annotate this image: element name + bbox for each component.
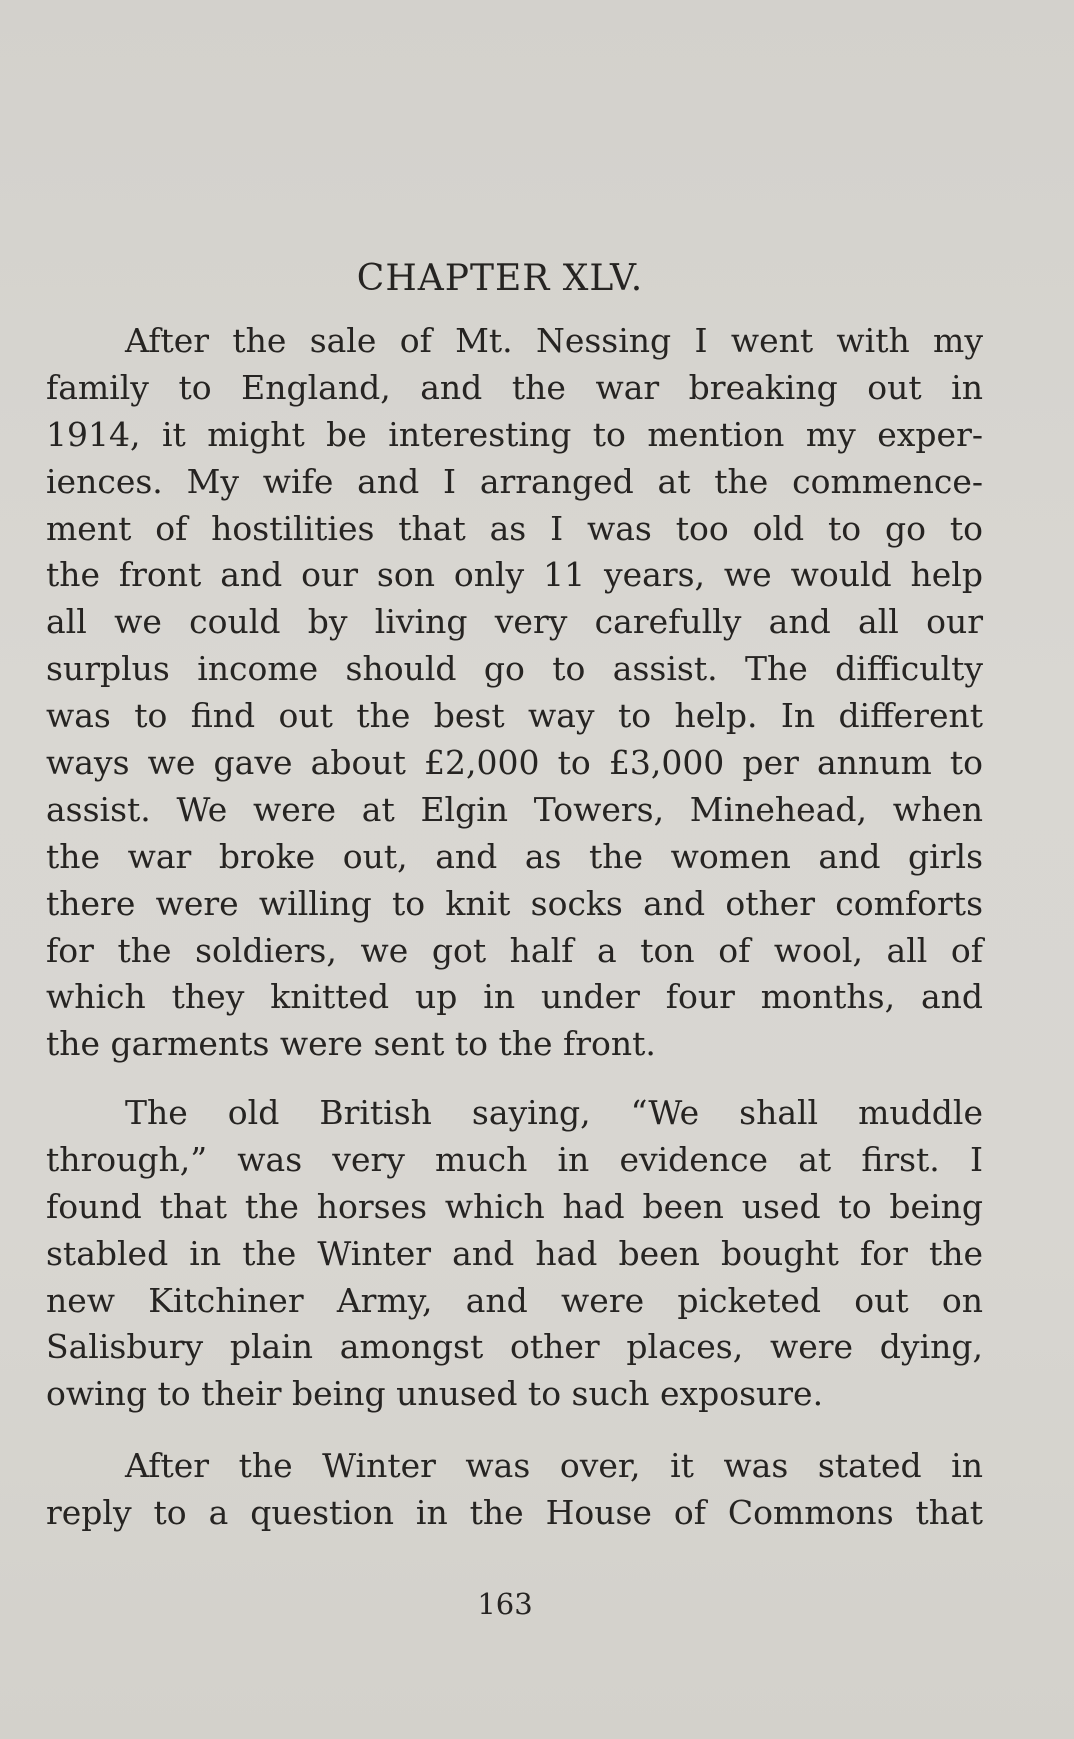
text-line: the garments were sent to the front. [46,1024,656,1064]
text-line: Salisbury plain amongst other places, were dying, [46,1327,983,1367]
text-line: which they knitted up in under four months, and [46,977,983,1017]
text-line: stabled in the Winter and had been bought for the [46,1233,983,1273]
paragraph-2 [46,1090,983,1418]
text-line: was to find out the best way to help. In different [46,696,983,736]
text-line: through,” was very much in evidence at first. I [46,1139,983,1179]
text-line: the front and our son only 11 years, we would help [46,555,983,595]
paragraph-3 [46,1443,983,1537]
text-line: iences. My wife and I arranged at the commence- [46,461,983,501]
text-line: reply to a question in the House of Commons that [46,1492,983,1532]
text-line: owing to their being unused to such exposure. [46,1374,824,1414]
text-line: The old British saying, “We shall muddle [125,1093,983,1132]
text-line: After the Winter was over, it was stated in [125,1446,983,1485]
text-line: new Kitchiner Army, and were picketed out on [46,1280,983,1320]
text-line: assist. We were at Elgin Towers, Minehead, when [46,789,983,829]
text-line: surplus income should go to assist. The difficulty [46,649,983,689]
text-line: the war broke out, and as the women and girls [46,836,983,876]
paragraph-1 [46,318,983,1068]
chapter-heading: CHAPTER XLV. [356,258,644,299]
text-line: all we could by living very carefully and all our [46,602,983,642]
text-line: for the soldiers, we got half a ton of wool, all of [46,930,983,970]
text-line: found that the horses which had been used to being [46,1186,983,1226]
text-line: family to England, and the war breaking out in [46,367,983,407]
text-line: ways we gave about £2,000 to £3,000 per annum to [46,743,983,783]
text-line: ment of hostilities that as I was too old to go to [46,508,983,548]
text-line: there were willing to knit socks and other comforts [46,883,983,923]
text-line: After the sale of Mt. Nessing I went with my [125,321,983,360]
page-number: 163 [477,1587,533,1621]
text-line: 1914, it might be interesting to mention my exper- [46,414,983,454]
